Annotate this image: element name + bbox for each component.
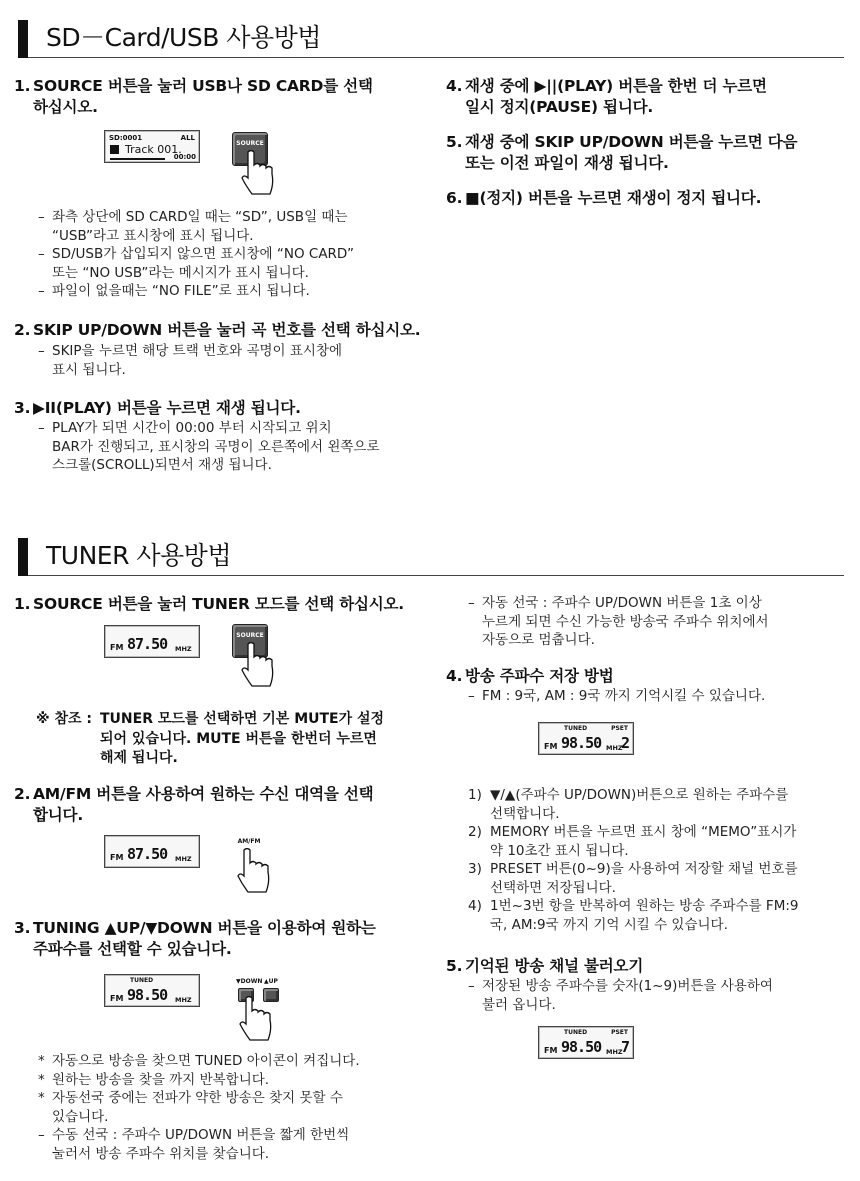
sd-step-4: 4. 재생 중에 ▶||(PLAY) 버튼을 한번 더 누르면 일시 정지(PAUSE) 됩니다. bbox=[446, 77, 767, 116]
tuner-notes-auto: – 자동 선국 : 주파수 UP/DOWN 버튼을 1초 이상 누르게 되면 수신 가능한 방송국 주파수 위치에서 자동으로 멈춥니다. bbox=[468, 595, 769, 648]
tuner-notes-3: * 자동으로 방송을 찾으면 TUNED 아이콘이 켜집니다. * 원하는 방송을 찾을 까지 반복합니다. * 자동선국 중에는 전파가 약한 방송은 찾지 못할 수 있습니다. – 수동 선국 : 주파수 UP/DOWN 버튼을 짧게 한번씩 눌러서 방송 주파수 위치를 찾습니다. bbox=[38, 1053, 360, 1162]
lcd-display-usb: SD:0001 ALL Track 001. 00:00 bbox=[104, 130, 200, 163]
hand-pointer-icon bbox=[240, 642, 276, 690]
section-header-bar bbox=[18, 538, 28, 576]
sd-step-6: 6. ■(정지) 버튼을 누르면 재생이 정지 됩니다. bbox=[446, 189, 762, 207]
source-button-label: SOURCE bbox=[236, 632, 264, 639]
sd-notes-2: – SKIP을 누르면 해당 트랙 번호와 곡명이 표시창에 표시 됩니다. bbox=[38, 343, 343, 378]
section-title-tuner: TUNER 사용방법 bbox=[46, 541, 231, 570]
position-bar bbox=[110, 158, 165, 160]
hand-pointer-icon bbox=[238, 996, 274, 1044]
section-header-bar bbox=[18, 20, 28, 58]
hand-pointer-icon bbox=[240, 150, 276, 198]
source-button-label: SOURCE bbox=[236, 140, 264, 147]
tuner-step-3: 3. TUNING ▲UP/▼DOWN 버튼을 이용하여 원하는 주파수를 선택할 수 있습니다. bbox=[14, 919, 376, 958]
amfm-button-label: AM/FM bbox=[237, 838, 261, 845]
tuner-step-5-note: – 저장된 방송 주파수를 숫자(1~9)버튼을 사용하여 불러 옵니다. bbox=[468, 978, 773, 1013]
sd-step-3: 3. ▶II(PLAY) 버튼을 누르면 재생 됩니다. bbox=[14, 399, 301, 417]
lcd-display-fm: FM 87.50 MHZ bbox=[104, 835, 200, 868]
section-header-tuner bbox=[18, 534, 844, 576]
sd-step-5: 5. 재생 중에 SKIP UP/DOWN 버튼을 누르면 다음 또는 이전 파일이 재생 됩니다. bbox=[446, 133, 798, 172]
tuner-step-4-note: – FM : 9국, AM : 9국 까지 기억시킬 수 있습니다. bbox=[468, 688, 766, 704]
tuner-preset-procedure: 1) ▼/▲(주파수 UP/DOWN)버튼으로 원하는 주파수를 선택합니다. 2) MEMORY 버튼을 누르면 표시 창에 “MEMO”표시가 약 10초간 표시 됩니다. 3) PRESET 버튼(0~9)을 사용하여 저장할 채널 번호를 선택하면 저장됩니다. 4) 1번~3번 항을 반복하여 원하는 방송 주파수를 FM:9 국, AM:9국 까지 기억 시킬 수 있습니다. bbox=[468, 787, 799, 933]
lcd-display-preset-2: TUNED PSET FM 98.50 MHZ 2 bbox=[538, 722, 634, 755]
tuner-step-4: 4. 방송 주파수 저장 방법 bbox=[446, 667, 614, 685]
tuner-step-1: 1. SOURCE 버튼을 눌러 TUNER 모드를 선택 하십시오. bbox=[14, 595, 404, 613]
sd-step-1: 1. SOURCE 버튼을 눌러 USB나 SD CARD를 선택 하십시오. bbox=[14, 77, 373, 116]
lcd-display-fm: FM 87.50 MHZ bbox=[104, 625, 200, 658]
lcd-display-preset-7: TUNED PSET FM 98.50 MHZ 7 bbox=[538, 1026, 634, 1059]
hand-pointer-icon[interactable] bbox=[236, 848, 272, 896]
up-button-label: ▲UP bbox=[264, 978, 278, 985]
section-title-sd-usb: SD－Card/USB 사용방법 bbox=[46, 23, 321, 52]
lcd-display-tuned: TUNED FM 98.50 MHZ bbox=[104, 974, 200, 1007]
sd-step-2: 2. SKIP UP/DOWN 버튼을 눌러 곡 번호를 선택 하십시오. bbox=[14, 321, 421, 339]
sd-notes-3: – PLAY가 되면 시간이 00:00 부터 시작되고 위치 BAR가 진행되고, 표시창의 곡명이 오른쪽에서 왼쪽으로 스크롤(SCROLL)되면서 재생 됩니다. bbox=[38, 420, 380, 473]
down-button-label: ▼DOWN bbox=[236, 978, 263, 985]
tuner-reference-note: ※ 참조 : TUNER 모드를 선택하면 기본 MUTE가 설정 되어 있습니다. MUTE 버튼을 한번더 누르면 해제 됩니다. bbox=[36, 711, 385, 766]
tuner-step-5: 5. 기억된 방송 채널 불러오기 bbox=[446, 957, 644, 975]
section-header-sd-usb bbox=[18, 16, 844, 58]
tuner-step-2: 2. AM/FM 버튼을 사용하여 원하는 수신 대역을 선택 합니다. bbox=[14, 785, 374, 824]
stop-icon bbox=[110, 145, 119, 154]
sd-notes-1: – 좌측 상단에 SD CARD일 때는 “SD”, USB일 때는 “USB”라고 표시창에 표시 됩니다. – SD/USB가 삽입되지 않으면 표시창에 “NO CARD” 또는 “NO USB”라는 메시지가 표시 됩니다. – 파일이 없을때는 “NO FILE”로 표시 됩니다. bbox=[38, 209, 354, 299]
